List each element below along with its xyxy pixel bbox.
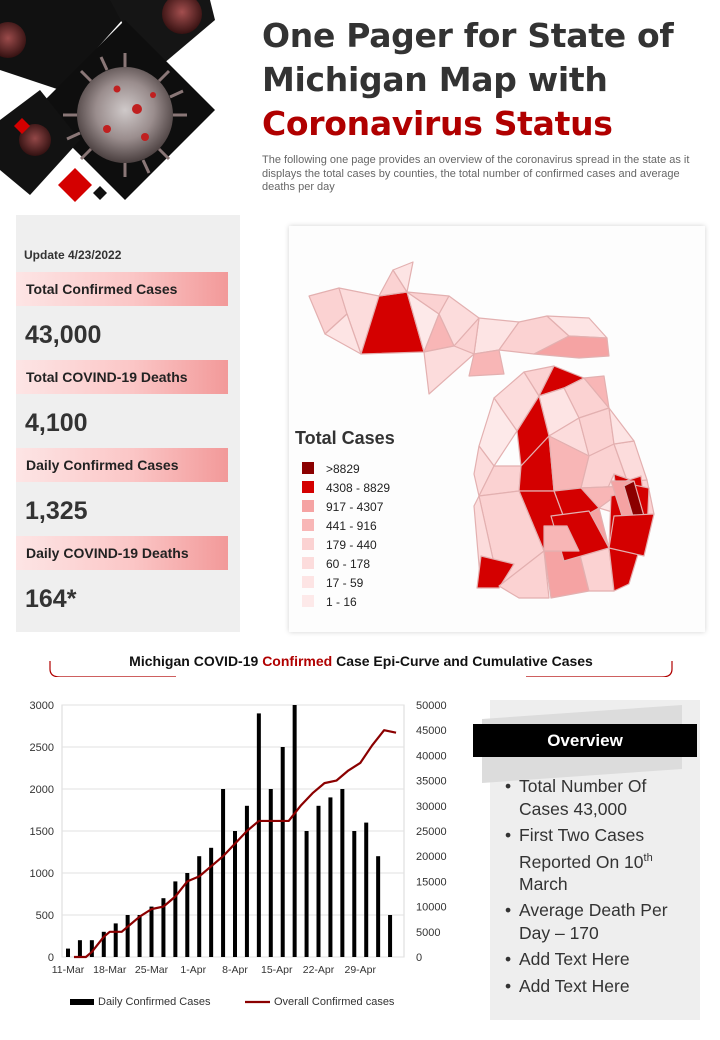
y-right-tick-label: 30000 [416,800,447,813]
legend-swatch [302,462,314,474]
update-date: Update 4/23/2022 [24,248,122,262]
map-region [424,346,474,394]
bar-daily-cases [138,915,142,957]
page-title-line-2: Michigan Map with [262,60,608,99]
legend-label: 1 - 16 [326,595,357,609]
overview-item-first-cases-tail: March [519,873,568,894]
y-right-tick-label: 10000 [416,901,447,914]
legend-swatch [302,557,314,569]
legend-label: 17 - 59 [326,576,364,590]
stats-panel [16,215,240,632]
bar-daily-cases [293,705,297,957]
y-right-tick-label: 5000 [416,926,441,939]
epi-curve-chart [0,690,470,1030]
y-right-tick-label: 15000 [416,876,447,889]
bar-daily-cases [376,856,380,957]
hero-virus-image [0,0,240,215]
legend-label: 441 - 916 [326,519,377,533]
stat-label-daily-confirmed: Daily Confirmed Cases [16,448,228,482]
bar-daily-cases [126,915,130,957]
virus-illustration [0,0,240,215]
map-region [609,408,634,444]
bar-daily-cases [114,923,118,957]
legend-swatch [302,538,314,550]
chart-title-frame [46,647,676,677]
y-right-tick-label: 25000 [416,826,447,838]
legend-swatch [302,519,314,531]
legend-label: 60 - 178 [326,557,371,571]
bar-daily-cases [150,907,154,957]
map-legend-item [302,462,360,476]
y-left-tick-label: 1000 [29,868,54,880]
y-left-tick-label: 2000 [29,784,54,796]
stat-value-total-confirmed: 43,000 [25,321,102,349]
legend-label: >8829 [326,462,360,476]
map-region [609,514,654,556]
page-title-line-3: Coronavirus Status [262,104,613,143]
map-legend-item [302,576,363,590]
map-legend-item [302,557,370,571]
bar-daily-cases [173,881,177,957]
legend-swatch [302,500,314,512]
stat-value-daily-deaths: 164* [25,585,77,613]
chart-title [46,653,676,669]
bar-daily-cases [364,823,368,957]
legend-label: 179 - 440 [326,538,377,552]
bar-daily-cases [221,789,225,957]
bar-daily-cases [281,747,285,957]
legend-label-daily: Daily Confirmed Cases [98,996,211,1008]
stat-label-total-deaths: Total COVIND-19 Deaths [16,360,228,394]
page-title-line-1: One Pager for State of [262,16,674,55]
chart-title-part-3: Case Epi-Curve and Cumulative Cases [332,653,593,669]
legend-swatch [302,481,314,493]
legend-marker-daily [70,999,94,1005]
stat-label-total-confirmed: Total Confirmed Cases [16,272,228,306]
stat-label-daily-deaths: Daily COVIND-19 Deaths [16,536,228,570]
y-right-tick-label: 50000 [416,700,447,712]
bar-daily-cases [257,713,261,957]
y-right-tick-label: 45000 [416,725,447,738]
map-card [289,226,705,632]
y-left-tick-label: 0 [47,952,54,964]
bar-daily-cases [78,940,82,957]
y-left-tick-label: 2500 [29,742,54,754]
y-right-tick-label: 0 [416,952,423,964]
map-region [609,548,639,591]
map-legend-item [302,500,383,514]
x-tick-label: 22-Apr [302,964,335,976]
overview-item-first-cases-text: First Two Cases Reported On 10 [519,825,645,872]
bar-daily-cases [317,806,321,957]
legend-label: 917 - 4307 [326,500,384,514]
x-tick-label: 11-Mar [51,964,85,976]
bar-daily-cases [388,915,392,957]
x-tick-label: 18-Mar [93,964,127,976]
x-tick-label: 8-Apr [222,964,248,976]
bar-daily-cases [328,797,332,957]
bar-daily-cases [185,873,189,957]
map-legend-item [302,595,357,609]
legend-swatch [302,576,314,588]
chart-title-part-1: Michigan COVID-19 [129,653,263,669]
title-block [262,14,712,195]
stat-value-total-deaths: 4,100 [25,409,88,437]
x-tick-label: 15-Apr [260,964,293,976]
stat-value-daily-confirmed: 1,325 [25,497,88,525]
overview-list [505,775,695,1001]
map-legend-title: Total Cases [295,428,395,448]
legend-swatch [302,595,314,607]
x-tick-label: 25-Mar [134,964,169,976]
y-left-tick-label: 500 [35,910,54,922]
y-right-tick-label: 20000 [416,851,447,864]
map-legend-item [302,538,377,552]
overview-item-average-death: • Average Death Per Day – 170 [505,899,695,944]
bar-daily-cases [66,949,70,957]
overview-title: Overview [473,724,697,757]
overview-item-total-cases: • Total Number Of Cases 43,000 [505,775,695,820]
y-right-tick-label: 35000 [416,775,447,788]
x-tick-label: 1-Apr [180,964,207,976]
bar-daily-cases [269,789,273,957]
map-legend-item [302,481,390,495]
y-left-tick-label: 3000 [29,700,54,712]
bar-daily-cases [340,789,344,957]
chart-title-part-2: Confirmed [262,653,333,669]
page-subtitle: The following one page provides an overview of the coronavirus spread in the state as it displays the total cases by counties, the total number of confirmed cases and average deaths per day [262,154,690,193]
bar-daily-cases [305,831,309,957]
bar-daily-cases [233,831,237,957]
overview-item-first-cases [505,824,695,895]
epi-curve-svg [0,690,470,1030]
overview-item-placeholder-1: • Add Text Here [505,948,695,971]
legend-label: 4308 - 8829 [326,481,391,495]
map-region [469,350,504,376]
map-legend-item [302,519,377,533]
y-right-tick-label: 40000 [416,750,447,763]
overview-item-first-cases-sup: th [643,851,653,864]
bar-daily-cases [197,856,201,957]
legend-label-overall: Overall Confirmed cases [274,996,395,1008]
y-left-tick-label: 1500 [29,826,54,838]
overview-item-placeholder-2: • Add Text Here [505,975,695,998]
x-tick-label: 29-Apr [344,964,377,976]
bar-daily-cases [352,831,356,957]
